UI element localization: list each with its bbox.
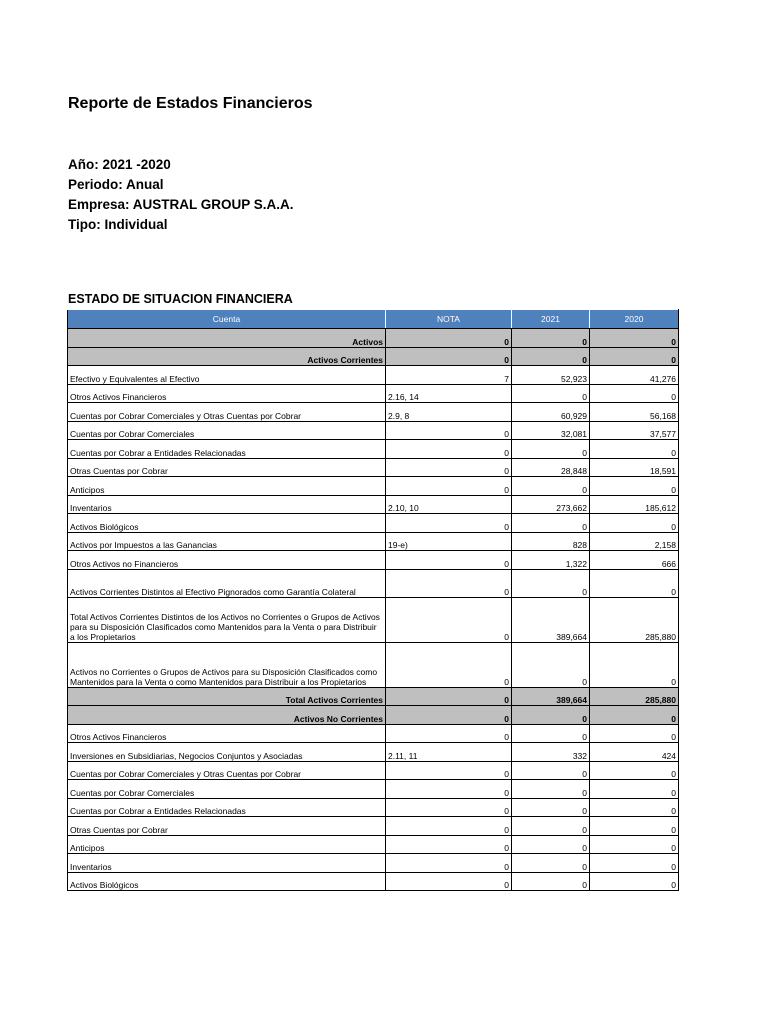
cell-cuenta: Inversiones en Subsidiarias, Negocios Conjuntos y Asociadas	[68, 743, 386, 762]
cell-2020: 0	[590, 329, 679, 348]
table-header-row	[68, 310, 679, 329]
cell-cuenta: Otros Activos Financieros	[68, 384, 386, 403]
cell-2021: 0	[512, 642, 590, 687]
cell-2020: 18,591	[590, 458, 679, 477]
cell-cuenta: Cuentas por Cobrar Comerciales y Otras Cuentas por Cobrar	[68, 761, 386, 780]
cell-nota: 2.11, 11	[386, 743, 512, 762]
cell-2020: 0	[590, 477, 679, 496]
cell-2021: 0	[512, 872, 590, 891]
cell-2021: 0	[512, 817, 590, 836]
cell-2020: 0	[590, 569, 679, 597]
cell-2021: 389,664	[512, 597, 590, 642]
table-row	[68, 532, 679, 551]
cell-2020: 0	[590, 440, 679, 459]
table-row	[68, 421, 679, 440]
cell-cuenta: Inventarios	[68, 854, 386, 873]
table-row	[68, 835, 679, 854]
cell-cuenta: Cuentas por Cobrar a Entidades Relacionadas	[68, 440, 386, 459]
cell-2021: 1,322	[512, 551, 590, 570]
cell-cuenta: Activos Corrientes Distintos al Efectivo Pignorados como Garantía Colateral	[68, 569, 386, 597]
cell-2021: 0	[512, 798, 590, 817]
cell-nota: 7	[386, 366, 512, 385]
table-row	[68, 817, 679, 836]
table-row	[68, 642, 679, 687]
table-row	[68, 514, 679, 533]
table-row	[68, 458, 679, 477]
cell-cuenta: Total Activos Corrientes	[68, 687, 386, 706]
table-row	[68, 569, 679, 597]
cell-nota: 0	[386, 329, 512, 348]
cell-cuenta: Activos	[68, 329, 386, 348]
cell-nota: 2.9, 8	[386, 403, 512, 422]
cell-nota: 0	[386, 780, 512, 799]
table-row	[68, 551, 679, 570]
cell-2020: 0	[590, 872, 679, 891]
cell-cuenta: Cuentas por Cobrar Comerciales y Otras Cuentas por Cobrar	[68, 403, 386, 422]
report-title: Reporte de Estados Financieros	[68, 95, 313, 112]
cell-2021: 273,662	[512, 495, 590, 514]
cell-cuenta: Activos Biológicos	[68, 514, 386, 533]
cell-cuenta: Activos no Corrientes o Grupos de Activos para su Disposición Clasificados como Mantenidos para la Venta o como Mantenidos para Distribuir a los Propietarios	[68, 642, 386, 687]
table-row	[68, 440, 679, 459]
cell-2021: 0	[512, 761, 590, 780]
cell-2020: 0	[590, 384, 679, 403]
cell-2020: 0	[590, 780, 679, 799]
cell-nota: 0	[386, 817, 512, 836]
column-header-nota: NOTA	[386, 310, 512, 329]
cell-nota: 0	[386, 421, 512, 440]
cell-2020: 0	[590, 761, 679, 780]
cell-2020: 285,880	[590, 597, 679, 642]
cell-2021: 0	[512, 569, 590, 597]
cell-cuenta: Cuentas por Cobrar a Entidades Relacionadas	[68, 798, 386, 817]
meta-company: Empresa: AUSTRAL GROUP S.A.A.	[68, 197, 294, 212]
cell-nota: 0	[386, 551, 512, 570]
section-title: ESTADO DE SITUACION FINANCIERA	[68, 292, 293, 306]
cell-cuenta: Otras Cuentas por Cobrar	[68, 817, 386, 836]
cell-nota: 2.10, 10	[386, 495, 512, 514]
cell-cuenta: Activos No Corrientes	[68, 706, 386, 725]
cell-2021: 0	[512, 384, 590, 403]
meta-year: Año: 2021 -2020	[68, 157, 171, 172]
cell-nota: 0	[386, 477, 512, 496]
cell-2020: 2,158	[590, 532, 679, 551]
cell-2020: 285,880	[590, 687, 679, 706]
table-row	[68, 854, 679, 873]
cell-cuenta: Activos Corrientes	[68, 347, 386, 366]
cell-2021: 0	[512, 329, 590, 348]
cell-2020: 37,577	[590, 421, 679, 440]
table-row	[68, 724, 679, 743]
table-body	[68, 329, 679, 891]
cell-cuenta: Anticipos	[68, 835, 386, 854]
report-meta	[68, 155, 294, 235]
cell-nota: 19-e)	[386, 532, 512, 551]
cell-nota: 0	[386, 597, 512, 642]
cell-cuenta: Otros Activos no Financieros	[68, 551, 386, 570]
cell-2021: 52,923	[512, 366, 590, 385]
cell-2020: 0	[590, 514, 679, 533]
table-row	[68, 780, 679, 799]
financial-table	[67, 309, 679, 891]
cell-cuenta: Cuentas por Cobrar Comerciales	[68, 421, 386, 440]
cell-2021: 0	[512, 440, 590, 459]
cell-2020: 56,168	[590, 403, 679, 422]
cell-2020: 0	[590, 854, 679, 873]
table-row	[68, 329, 679, 348]
table-row	[68, 706, 679, 725]
cell-2020: 0	[590, 835, 679, 854]
cell-2020: 41,276	[590, 366, 679, 385]
meta-period: Periodo: Anual	[68, 177, 164, 192]
cell-cuenta: Activos por Impuestos a las Ganancias	[68, 532, 386, 551]
cell-2020: 0	[590, 724, 679, 743]
cell-nota: 0	[386, 798, 512, 817]
cell-2021: 0	[512, 514, 590, 533]
cell-2020: 0	[590, 706, 679, 725]
cell-2021: 0	[512, 477, 590, 496]
table-row	[68, 798, 679, 817]
cell-nota: 0	[386, 706, 512, 725]
table-row	[68, 743, 679, 762]
table-row	[68, 872, 679, 891]
cell-2020: 424	[590, 743, 679, 762]
cell-2020: 185,612	[590, 495, 679, 514]
cell-nota: 0	[386, 569, 512, 597]
cell-nota: 0	[386, 458, 512, 477]
column-header-2021: 2021	[512, 310, 590, 329]
cell-2021: 332	[512, 743, 590, 762]
cell-cuenta: Efectivo y Equivalentes al Efectivo	[68, 366, 386, 385]
table-row	[68, 495, 679, 514]
cell-cuenta: Anticipos	[68, 477, 386, 496]
cell-nota: 0	[386, 854, 512, 873]
cell-2020: 0	[590, 817, 679, 836]
cell-2021: 828	[512, 532, 590, 551]
cell-2021: 60,929	[512, 403, 590, 422]
cell-cuenta: Total Activos Corrientes Distintos de los Activos no Corrientes o Grupos de Activos para su Disposición Clasificados como Mantenidos para la Venta o para Distribuir a los Propietarios	[68, 597, 386, 642]
cell-nota: 0	[386, 687, 512, 706]
cell-cuenta: Otros Activos Financieros	[68, 724, 386, 743]
cell-2020: 666	[590, 551, 679, 570]
cell-nota: 0	[386, 761, 512, 780]
meta-type: Tipo: Individual	[68, 217, 168, 232]
column-header-2020: 2020	[590, 310, 679, 329]
cell-2021: 0	[512, 706, 590, 725]
cell-nota: 0	[386, 347, 512, 366]
cell-2020: 0	[590, 798, 679, 817]
cell-2021: 0	[512, 835, 590, 854]
column-header-cuenta: Cuenta	[68, 310, 386, 329]
cell-nota: 0	[386, 724, 512, 743]
cell-2021: 32,081	[512, 421, 590, 440]
cell-nota: 0	[386, 514, 512, 533]
cell-nota: 0	[386, 872, 512, 891]
cell-2020: 0	[590, 642, 679, 687]
table-row	[68, 403, 679, 422]
cell-cuenta: Activos Biológicos	[68, 872, 386, 891]
cell-cuenta: Otras Cuentas por Cobrar	[68, 458, 386, 477]
cell-nota: 2.16, 14	[386, 384, 512, 403]
cell-cuenta: Inventarios	[68, 495, 386, 514]
cell-nota: 0	[386, 642, 512, 687]
cell-2020: 0	[590, 347, 679, 366]
table-row	[68, 687, 679, 706]
cell-2021: 28,848	[512, 458, 590, 477]
table-row	[68, 597, 679, 642]
cell-nota: 0	[386, 440, 512, 459]
table-row	[68, 761, 679, 780]
cell-2021: 0	[512, 854, 590, 873]
table-row	[68, 477, 679, 496]
table-row	[68, 347, 679, 366]
cell-2021: 0	[512, 347, 590, 366]
cell-2021: 0	[512, 780, 590, 799]
table-row	[68, 366, 679, 385]
cell-cuenta: Cuentas por Cobrar Comerciales	[68, 780, 386, 799]
table-row	[68, 384, 679, 403]
cell-nota: 0	[386, 835, 512, 854]
cell-2021: 389,664	[512, 687, 590, 706]
cell-2021: 0	[512, 724, 590, 743]
